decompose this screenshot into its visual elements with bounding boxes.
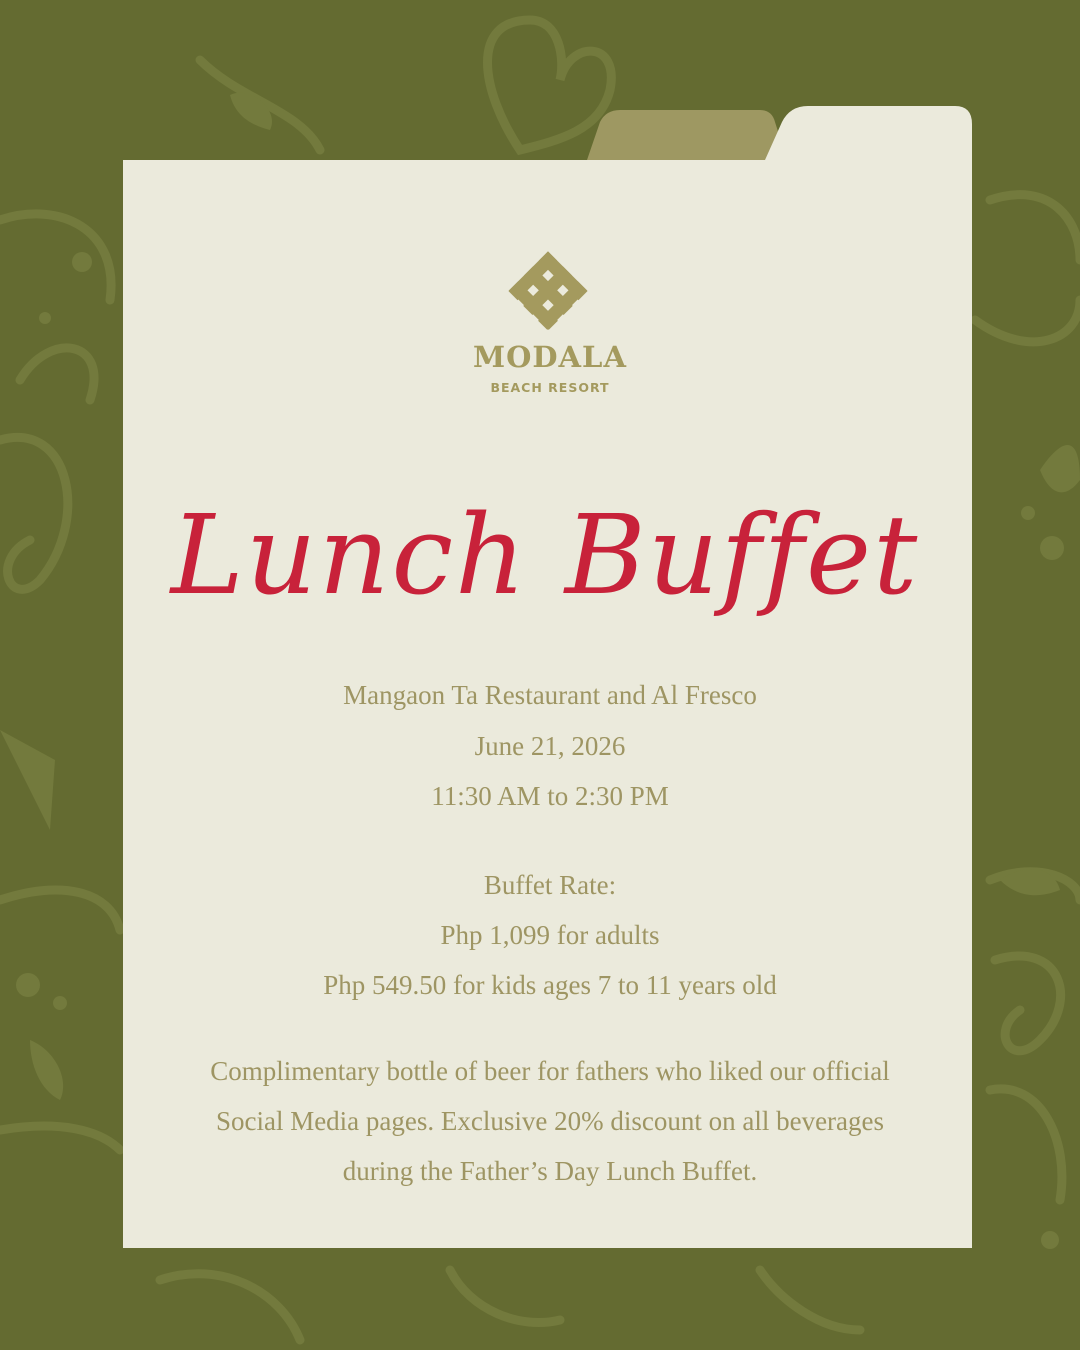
brand-subtitle: BEACH RESORT bbox=[490, 380, 610, 395]
adult-rate: Php 1,099 for adults bbox=[440, 920, 660, 950]
brand-name: MODALA bbox=[473, 340, 627, 374]
rate-heading: Buffet Rate: bbox=[483, 870, 617, 900]
time-text: 11:30 AM to 2:30 PM bbox=[431, 781, 669, 811]
modala-logo-icon bbox=[503, 250, 593, 332]
promo-line-2: Social Media pages. Exclusive 20% discount on all beverages bbox=[215, 1106, 885, 1136]
promo-line-1: Complimentary bottle of beer for fathers who liked our official bbox=[210, 1056, 890, 1086]
kids-rate: Php 549.50 for kids ages 7 to 11 years old bbox=[323, 970, 777, 1000]
promo-line-3: during the Father’s Day Lunch Buffet. bbox=[342, 1156, 758, 1186]
venue-text: Mangaon Ta Restaurant and Al Fresco bbox=[343, 680, 757, 710]
event-title: Lunch Buffet bbox=[170, 491, 920, 619]
date-text: June 21, 2026 bbox=[474, 731, 626, 761]
